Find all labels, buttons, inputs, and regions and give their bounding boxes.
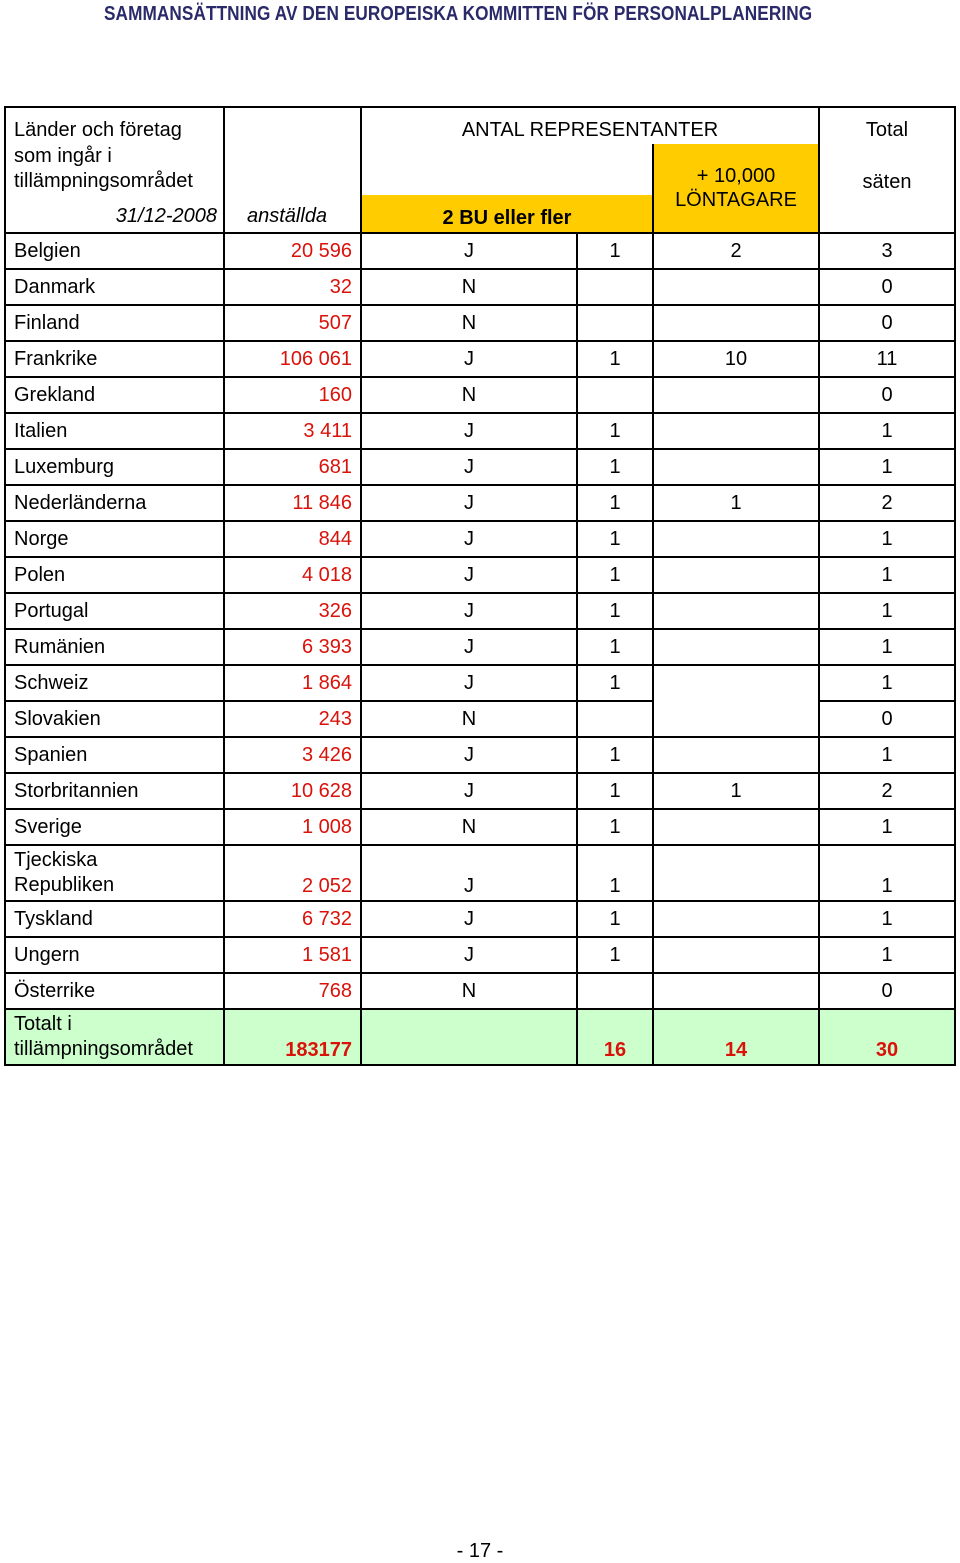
country-cell: Luxemburg [5, 449, 224, 485]
header-total-line1: Total [865, 119, 909, 141]
total-cell: 1 [819, 737, 955, 773]
employees-cell: 10 628 [224, 773, 361, 809]
employees-cell: 1 008 [224, 809, 361, 845]
table-row [5, 809, 955, 845]
lontagare-cell [653, 593, 819, 629]
header-total-line2: säten [862, 171, 912, 193]
reps-cell [577, 305, 653, 341]
country-cell: Ungern [5, 937, 224, 973]
reps-cell: 1 [577, 773, 653, 809]
employees-cell: 20 596 [224, 233, 361, 269]
country-cell: Grekland [5, 377, 224, 413]
total-cell: 3 [819, 233, 955, 269]
total-cell: 0 [819, 701, 955, 737]
bu-cell: N [361, 305, 577, 341]
lontagare-cell [653, 269, 819, 305]
lontagare-cell [653, 629, 819, 665]
employees-cell: 106 061 [224, 341, 361, 377]
total-cell: 2 [819, 773, 955, 809]
total-cell: 11 [819, 341, 955, 377]
header-countries-line1: Länder och företag [14, 119, 182, 141]
employees-cell: 32 [224, 269, 361, 305]
total-cell: 1 [819, 937, 955, 973]
reps-cell [577, 973, 653, 1009]
country-cell: Schweiz [5, 665, 224, 701]
lontagare-cell [653, 973, 819, 1009]
bu-cell: J [361, 901, 577, 937]
country-cell: Belgien [5, 233, 224, 269]
reps-cell: 1 [577, 937, 653, 973]
total-row [5, 1009, 955, 1065]
total-cell: 0 [819, 269, 955, 305]
lontagare-cell [653, 845, 819, 901]
reps-cell: 1 [577, 901, 653, 937]
reps-cell: 1 [577, 557, 653, 593]
header-lontagare [652, 144, 818, 232]
country-cell: Polen [5, 557, 224, 593]
country-line1: Tjeckiska [14, 849, 98, 871]
bu-cell: J [361, 665, 577, 701]
total-cell: 1 [819, 593, 955, 629]
employees-cell: 2 052 [224, 845, 361, 901]
total-cell: 1 [819, 521, 955, 557]
lontagare-cell [653, 737, 819, 773]
reps-cell: 1 [577, 593, 653, 629]
table-row [5, 341, 955, 377]
reps-cell [577, 377, 653, 413]
table-row [5, 937, 955, 973]
employees-cell: 6 393 [224, 629, 361, 665]
bu-cell: N [361, 701, 577, 737]
country-cell: Storbritannien [5, 773, 224, 809]
total-label-line1: Totalt i [14, 1013, 72, 1035]
employees-cell: 507 [224, 305, 361, 341]
total-cell: 1 [819, 449, 955, 485]
country-cell: Österrike [5, 973, 224, 1009]
lontagare-cell [653, 305, 819, 341]
table-row [5, 773, 955, 809]
table-row [5, 593, 955, 629]
bu-cell: N [361, 973, 577, 1009]
total-seats-cell: 30 [819, 1009, 955, 1065]
bu-cell: J [361, 449, 577, 485]
lontagare-cell [653, 901, 819, 937]
lontagare-cell [653, 665, 819, 701]
employees-cell: 681 [224, 449, 361, 485]
total-cell: 0 [819, 973, 955, 1009]
header-countries-line2: som ingår i [14, 144, 112, 167]
employees-cell: 1 864 [224, 665, 361, 701]
total-reps-cell: 16 [577, 1009, 653, 1065]
lontagare-cell [653, 937, 819, 973]
total-label-cell [5, 1009, 224, 1065]
header-lontagare-line2: LÖNTAGARE [675, 189, 797, 211]
header-bu: 2 BU eller fler [362, 195, 652, 232]
reps-cell: 1 [577, 845, 653, 901]
country-cell: Italien [5, 413, 224, 449]
bu-cell: J [361, 413, 577, 449]
lontagare-cell [653, 809, 819, 845]
reps-cell: 1 [577, 665, 653, 701]
total-cell: 1 [819, 413, 955, 449]
lontagare-cell: 1 [653, 485, 819, 521]
bu-cell: J [361, 521, 577, 557]
reps-cell: 1 [577, 737, 653, 773]
lontagare-cell [653, 521, 819, 557]
table-row [5, 449, 955, 485]
country-cell: Spanien [5, 737, 224, 773]
reps-cell: 1 [577, 809, 653, 845]
lontagare-cell [653, 413, 819, 449]
header-employees-cell [224, 107, 361, 233]
lontagare-cell: 10 [653, 341, 819, 377]
bu-cell: J [361, 773, 577, 809]
committee-table [4, 106, 956, 1066]
total-cell: 1 [819, 845, 955, 901]
table-row [5, 737, 955, 773]
total-cell: 1 [819, 809, 955, 845]
total-label-line2: tillämpningsområdet [14, 1038, 193, 1060]
country-cell: Finland [5, 305, 224, 341]
total-lontagare-cell: 14 [653, 1009, 819, 1065]
bu-cell: J [361, 593, 577, 629]
total-cell: 1 [819, 629, 955, 665]
table-row [5, 233, 955, 269]
lontagare-cell [653, 701, 819, 737]
employees-cell: 4 018 [224, 557, 361, 593]
table-row [5, 901, 955, 937]
country-cell: Nederländerna [5, 485, 224, 521]
country-cell: Sverige [5, 809, 224, 845]
total-cell: 1 [819, 665, 955, 701]
country-cell: Portugal [5, 593, 224, 629]
table-row [5, 377, 955, 413]
country-cell: Rumänien [5, 629, 224, 665]
page-title: SAMMANSÄTTNING AV DEN EUROPEISKA KOMMITTEN FÖR PERSONALPLANERING [104, 3, 813, 25]
table-row [5, 701, 955, 737]
country-cell: Norge [5, 521, 224, 557]
country-cell: Danmark [5, 269, 224, 305]
total-cell: 0 [819, 377, 955, 413]
table-row [5, 845, 955, 901]
employees-cell: 160 [224, 377, 361, 413]
bu-cell: J [361, 557, 577, 593]
country-cell [5, 845, 224, 901]
lontagare-cell: 1 [653, 773, 819, 809]
country-cell: Tyskland [5, 901, 224, 937]
table-row [5, 521, 955, 557]
bu-cell: J [361, 485, 577, 521]
employees-cell: 243 [224, 701, 361, 737]
header-lontagare-line1: + 10,000 [696, 165, 776, 187]
employees-cell: 844 [224, 521, 361, 557]
total-employees-cell: 183177 [224, 1009, 361, 1065]
bu-cell: N [361, 377, 577, 413]
bu-cell: J [361, 937, 577, 973]
lontagare-cell [653, 449, 819, 485]
employees-cell: 11 846 [224, 485, 361, 521]
reps-cell: 1 [577, 629, 653, 665]
employees-cell: 6 732 [224, 901, 361, 937]
bu-cell: J [361, 629, 577, 665]
bu-cell: J [361, 233, 577, 269]
total-cell: 2 [819, 485, 955, 521]
header-total-cell [819, 107, 955, 233]
reps-cell: 1 [577, 341, 653, 377]
reps-cell: 1 [577, 449, 653, 485]
reps-cell: 1 [577, 521, 653, 557]
header-row [5, 107, 955, 233]
table-row [5, 269, 955, 305]
bu-cell: N [361, 269, 577, 305]
lontagare-cell [653, 377, 819, 413]
reps-cell: 1 [577, 485, 653, 521]
bu-cell: J [361, 737, 577, 773]
header-representatives-cell [361, 107, 819, 233]
table-row [5, 665, 955, 701]
employees-cell: 1 581 [224, 937, 361, 973]
employees-cell: 768 [224, 973, 361, 1009]
bu-cell: J [361, 341, 577, 377]
employees-cell: 3 411 [224, 413, 361, 449]
lontagare-cell: 2 [653, 233, 819, 269]
header-countries-line3: tillämpningsområdet [14, 170, 193, 193]
header-representatives: ANTAL REPRESENTANTER [461, 119, 719, 141]
reps-cell [577, 701, 653, 737]
table-row [5, 485, 955, 521]
header-date: 31/12-2008 [115, 205, 217, 227]
table-row [5, 305, 955, 341]
table-row [5, 629, 955, 665]
country-cell: Frankrike [5, 341, 224, 377]
bu-cell: N [361, 809, 577, 845]
total-cell: 1 [819, 557, 955, 593]
table-row [5, 557, 955, 593]
reps-cell: 1 [577, 233, 653, 269]
employees-cell: 326 [224, 593, 361, 629]
page-number: - 17 - [456, 1540, 504, 1562]
table-row [5, 973, 955, 1009]
reps-cell [577, 269, 653, 305]
header-countries-cell [5, 107, 224, 233]
total-cell: 1 [819, 901, 955, 937]
employees-cell: 3 426 [224, 737, 361, 773]
bu-cell: J [361, 845, 577, 901]
header-employees: anställda [247, 205, 328, 227]
country-line2: Republiken [14, 874, 115, 896]
lontagare-cell [653, 557, 819, 593]
table-row [5, 413, 955, 449]
country-cell: Slovakien [5, 701, 224, 737]
total-cell: 0 [819, 305, 955, 341]
total-bu-cell [361, 1009, 577, 1065]
reps-cell: 1 [577, 413, 653, 449]
